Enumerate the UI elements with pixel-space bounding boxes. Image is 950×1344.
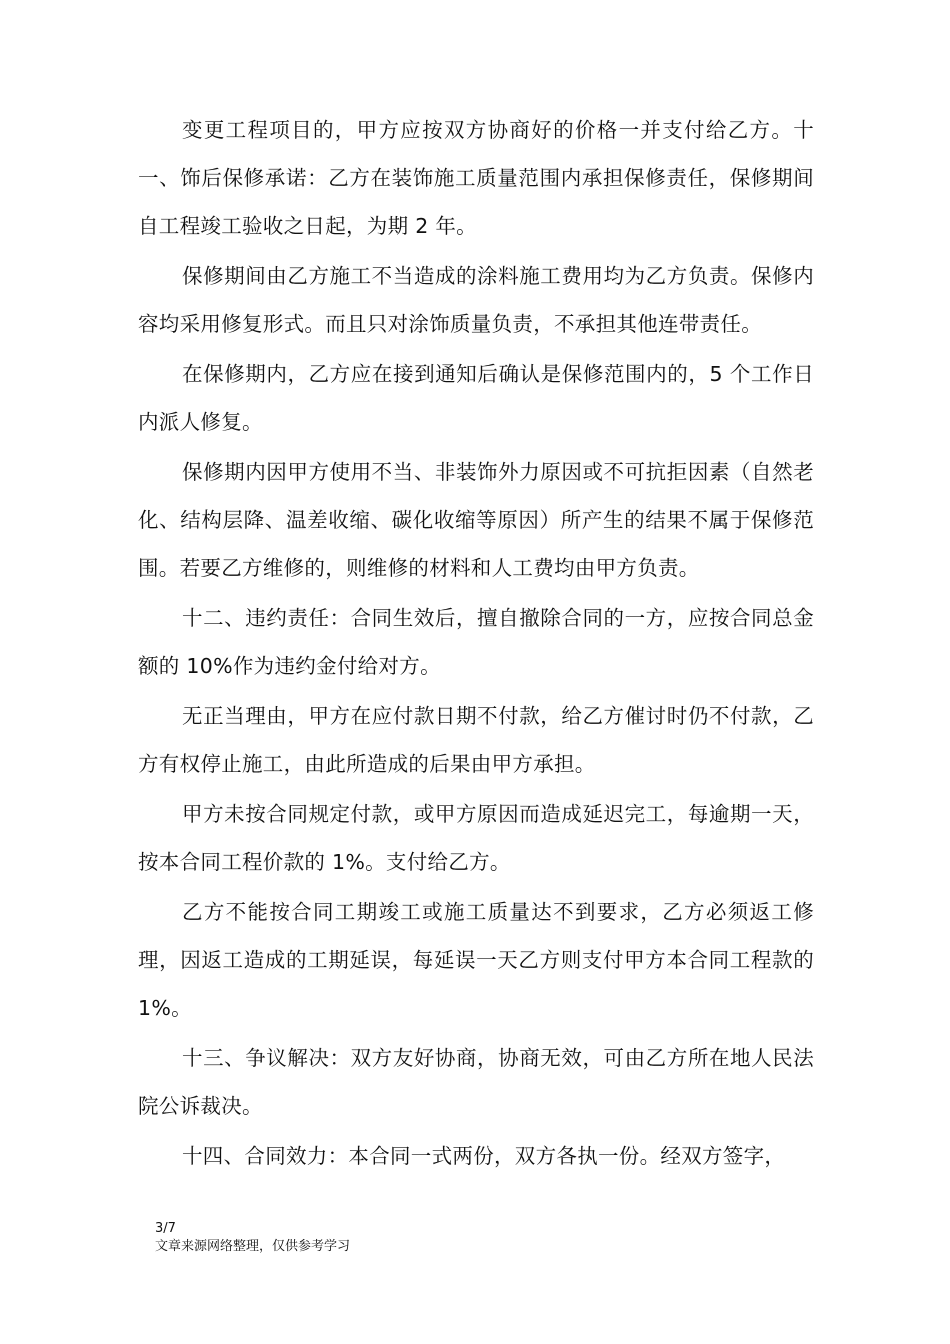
paragraph-6: 无正当理由，甲方在应付款日期不付款，给乙方催讨时仍不付款，乙方有权停止施工，由此所造成的后果由甲方承担。 (138, 704, 814, 776)
paragraph-4: 保修期内因甲方使用不当、非装饰外力原因或不可抗拒因素（自然老化、结构层降、温差收缩、碳化收缩等原因）所产生的结果不属于保修范围。若要乙方维修的，则维修的材料和人工费均由甲方负责。 (138, 460, 814, 580)
document-body (138, 106, 814, 1182)
paragraph-5: 十二、违约责任：合同生效后，擅自撤除合同的一方，应按合同总金额的 10%作为违约金付给对方。 (138, 606, 814, 678)
paragraph-1: 变更工程项目的，甲方应按双方协商好的价格一并支付给乙方。十一、饰后保修承诺：乙方在装饰施工质量范围内承担保修责任，保修期间自工程竣工验收之日起，为期 2 年。 (138, 118, 814, 238)
paragraph-9: 十三、争议解决：双方友好协商，协商无效，可由乙方所在地人民法院公诉裁决。 (138, 1046, 814, 1118)
paragraph-10: 十四、合同效力：本合同一式两份，双方各执一份。经双方签字， (182, 1144, 786, 1168)
page-number: 3/7 (155, 1221, 176, 1236)
footer-note: 文章来源网络整理，仅供参考学习 (155, 1239, 351, 1254)
paragraph-7: 甲方未按合同规定付款，或甲方原因而造成延迟完工，每逾期一天，按本合同工程价款的 1%。支付给乙方。 (138, 802, 814, 874)
paragraph-8: 乙方不能按合同工期竣工或施工质量达不到要求，乙方必须返工修理，因返工造成的工期延误，每延误一天乙方则支付甲方本合同工程款的 1%。 (138, 900, 814, 1020)
page-footer (155, 1220, 350, 1256)
paragraph-2: 保修期间由乙方施工不当造成的涂料施工费用均为乙方负责。保修内容均采用修复形式。而且只对涂饰质量负责，不承担其他连带责任。 (138, 264, 814, 336)
paragraph-3: 在保修期内，乙方应在接到通知后确认是保修范围内的，5 个工作日内派人修复。 (138, 362, 814, 434)
